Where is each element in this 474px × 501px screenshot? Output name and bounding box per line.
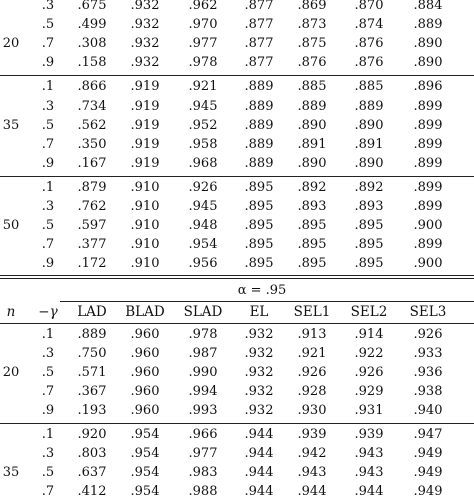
- sel1-cell: .921: [297, 345, 327, 361]
- slad-cell: .962: [188, 0, 218, 13]
- sel1-cell: .895: [297, 256, 327, 272]
- table-row: [0, 0, 474, 15]
- table-row: [0, 178, 474, 197]
- sel2-cell: .944: [354, 484, 384, 500]
- header-n: n: [6, 303, 16, 320]
- sel1-cell: .885: [297, 79, 327, 95]
- blad-cell: .919: [130, 98, 160, 114]
- blad-cell: .960: [130, 326, 160, 342]
- lad-cell: .889: [77, 326, 107, 342]
- sel2-cell: .895: [354, 256, 384, 272]
- lad-cell: .597: [77, 218, 107, 234]
- sel3-cell: .899: [413, 136, 443, 152]
- slad-cell: .926: [188, 179, 218, 195]
- blad-cell: .960: [130, 403, 160, 418]
- blad-cell: .919: [130, 136, 160, 152]
- sel3-cell: .900: [413, 218, 443, 234]
- alpha-underline: [60, 301, 474, 302]
- table-row: [0, 197, 474, 216]
- lad-cell: .499: [77, 17, 107, 33]
- sel2-cell: .926: [354, 364, 384, 380]
- slad-cell: .977: [188, 36, 218, 52]
- lad-cell: .637: [77, 465, 107, 481]
- table-row: [0, 34, 474, 53]
- table-row: [0, 77, 474, 96]
- table-row: [0, 135, 474, 154]
- gamma-cell: .1: [41, 326, 55, 342]
- gamma-cell: .7: [41, 136, 55, 152]
- slad-cell: .921: [188, 79, 218, 95]
- sel1-cell: .869: [297, 0, 327, 13]
- sel2-cell: .922: [354, 345, 384, 361]
- sel3-cell: .926: [413, 326, 443, 342]
- table-row: [0, 15, 474, 34]
- table-row: [0, 254, 474, 273]
- sel3-cell: .933: [413, 345, 443, 361]
- el-cell: .877: [244, 0, 274, 13]
- sel1-cell: .875: [297, 36, 327, 52]
- lad-cell: .920: [77, 427, 107, 443]
- lad-cell: .172: [77, 256, 107, 272]
- block-divider: [0, 423, 474, 424]
- sel3-cell: .884: [413, 0, 443, 13]
- table-row: [0, 444, 474, 463]
- lad-cell: .571: [77, 364, 107, 380]
- sel2-cell: .914: [354, 326, 384, 342]
- slad-cell: .966: [188, 427, 218, 443]
- sel3-cell: .949: [413, 446, 443, 462]
- slad-cell: .993: [188, 403, 218, 418]
- slad-cell: .978: [188, 55, 218, 71]
- blad-cell: .919: [130, 155, 160, 171]
- blad-cell: .932: [130, 55, 160, 71]
- el-cell: .877: [244, 17, 274, 33]
- gamma-cell: .1: [41, 79, 55, 95]
- lad-cell: .803: [77, 446, 107, 462]
- el-cell: .877: [244, 55, 274, 71]
- slad-cell: .952: [188, 117, 218, 133]
- lad-cell: .675: [77, 0, 107, 13]
- el-cell: .889: [244, 155, 274, 171]
- sel2-cell: .876: [354, 55, 384, 71]
- panel-divider-bottom: [0, 278, 474, 279]
- lad-cell: .734: [77, 98, 107, 114]
- gamma-cell: .9: [41, 403, 55, 418]
- sel2-cell: .874: [354, 17, 384, 33]
- el-cell: .889: [244, 79, 274, 95]
- sel3-cell: .940: [413, 403, 443, 418]
- lad-cell: .762: [77, 199, 107, 214]
- slad-cell: .945: [188, 98, 218, 114]
- el-cell: .895: [244, 218, 274, 234]
- blad-cell: .960: [130, 364, 160, 380]
- slad-cell: .970: [188, 17, 218, 33]
- el-cell: .895: [244, 179, 274, 195]
- sel1-cell: .942: [297, 446, 327, 462]
- gamma-cell: .9: [41, 155, 55, 171]
- table-row: [0, 482, 474, 501]
- sel3-cell: .936: [413, 364, 443, 380]
- sel1-cell: .892: [297, 179, 327, 195]
- el-cell: .932: [244, 364, 274, 380]
- slad-cell: .956: [188, 256, 218, 272]
- sel2-cell: .889: [354, 98, 384, 114]
- sel2-cell: .929: [354, 383, 384, 399]
- alpha-heading-row: [0, 281, 474, 300]
- sel3-cell: .890: [413, 55, 443, 71]
- sel2-cell: .939: [354, 427, 384, 443]
- sel1-cell: .895: [297, 237, 327, 253]
- slad-cell: .988: [188, 484, 218, 500]
- el-cell: .932: [244, 326, 274, 342]
- sel3-cell: .938: [413, 383, 443, 399]
- gamma-cell: .3: [41, 199, 55, 214]
- gamma-cell: .7: [41, 484, 55, 500]
- sample-size-cell: 20: [2, 364, 20, 380]
- slad-cell: .954: [188, 237, 218, 253]
- sel3-cell: .890: [413, 36, 443, 52]
- sel1-cell: .891: [297, 136, 327, 152]
- header-blad: BLAD: [125, 303, 165, 320]
- blad-cell: .954: [130, 446, 160, 462]
- sel1-cell: .928: [297, 383, 327, 399]
- gamma-cell: .7: [41, 383, 55, 399]
- blad-cell: .910: [130, 256, 160, 272]
- header-sel3: SEL3: [409, 303, 447, 320]
- header-rule: [0, 323, 474, 324]
- el-cell: .944: [244, 446, 274, 462]
- table-row: [0, 363, 474, 382]
- table-row: [0, 382, 474, 401]
- lad-cell: .562: [77, 117, 107, 133]
- lad-cell: .367: [77, 383, 107, 399]
- sel2-cell: .931: [354, 403, 384, 418]
- sel3-cell: .896: [413, 79, 443, 95]
- lad-cell: .350: [77, 136, 107, 152]
- gamma-cell: .3: [41, 0, 55, 13]
- sel2-cell: .895: [354, 237, 384, 253]
- gamma-cell: .5: [41, 17, 55, 33]
- el-cell: .944: [244, 465, 274, 481]
- gamma-cell: .7: [41, 36, 55, 52]
- block-divider: [0, 176, 474, 177]
- sel3-cell: .899: [413, 155, 443, 171]
- gamma-cell: .1: [41, 179, 55, 195]
- slad-cell: .994: [188, 383, 218, 399]
- sel1-cell: .913: [297, 326, 327, 342]
- blad-cell: .932: [130, 0, 160, 13]
- sel2-cell: .893: [354, 199, 384, 214]
- lad-cell: .167: [77, 155, 107, 171]
- table-row: [0, 97, 474, 116]
- sel2-cell: .943: [354, 465, 384, 481]
- sel1-cell: .926: [297, 364, 327, 380]
- table-row: [0, 425, 474, 444]
- table-row: [0, 401, 474, 420]
- sel2-cell: .895: [354, 218, 384, 234]
- sample-size-cell: 35: [2, 465, 20, 481]
- sel2-cell: .890: [354, 117, 384, 133]
- gamma-cell: .5: [41, 364, 55, 380]
- sel2-cell: .885: [354, 79, 384, 95]
- blad-cell: .919: [130, 117, 160, 133]
- table-row: [0, 216, 474, 235]
- sel1-cell: .893: [297, 199, 327, 214]
- sel1-cell: .890: [297, 117, 327, 133]
- sel2-cell: .943: [354, 446, 384, 462]
- sel2-cell: .891: [354, 136, 384, 152]
- header-sel2: SEL2: [350, 303, 388, 320]
- lad-cell: .193: [77, 403, 107, 418]
- slad-cell: .978: [188, 326, 218, 342]
- table-row: [0, 325, 474, 344]
- sel1-cell: .944: [297, 484, 327, 500]
- sel2-cell: .890: [354, 155, 384, 171]
- sel3-cell: .899: [413, 98, 443, 114]
- sel3-cell: .947: [413, 427, 443, 443]
- sel1-cell: .895: [297, 218, 327, 234]
- gamma-cell: .3: [41, 446, 55, 462]
- el-cell: .932: [244, 345, 274, 361]
- lad-cell: .866: [77, 79, 107, 95]
- lad-cell: .412: [77, 484, 107, 500]
- blad-cell: .954: [130, 427, 160, 443]
- sel3-cell: .899: [413, 179, 443, 195]
- lad-cell: .879: [77, 179, 107, 195]
- blad-cell: .919: [130, 79, 160, 95]
- blad-cell: .910: [130, 218, 160, 234]
- gamma-cell: .9: [41, 55, 55, 71]
- sel3-cell: .899: [413, 117, 443, 133]
- slad-cell: .977: [188, 446, 218, 462]
- table-row: [0, 463, 474, 482]
- header-sel1: SEL1: [293, 303, 331, 320]
- gamma-cell: .3: [41, 345, 55, 361]
- gamma-cell: .7: [41, 237, 55, 253]
- sel1-cell: .943: [297, 465, 327, 481]
- slad-cell: .958: [188, 136, 218, 152]
- el-cell: .944: [244, 484, 274, 500]
- sample-size-cell: 20: [2, 36, 20, 52]
- table-row: [0, 235, 474, 254]
- table-row: [0, 154, 474, 173]
- lad-cell: .308: [77, 36, 107, 52]
- sel1-cell: .889: [297, 98, 327, 114]
- gamma-cell: .1: [41, 427, 55, 443]
- slad-cell: .987: [188, 345, 218, 361]
- sel1-cell: .873: [297, 17, 327, 33]
- el-cell: .889: [244, 136, 274, 152]
- el-cell: .877: [244, 36, 274, 52]
- header-el: EL: [249, 303, 269, 320]
- sel3-cell: .949: [413, 484, 443, 500]
- slad-cell: .948: [188, 218, 218, 234]
- blad-cell: .932: [130, 36, 160, 52]
- lad-cell: .377: [77, 237, 107, 253]
- gamma-cell: .5: [41, 218, 55, 234]
- column-header-row: [0, 303, 474, 322]
- header-slad: SLAD: [183, 303, 223, 320]
- slad-cell: .945: [188, 199, 218, 214]
- el-cell: .895: [244, 237, 274, 253]
- header-lad: LAD: [77, 303, 107, 320]
- sel2-cell: .876: [354, 36, 384, 52]
- table-row: [0, 53, 474, 72]
- header-gamma: −γ: [38, 303, 58, 320]
- sample-size-cell: 35: [2, 117, 20, 133]
- el-cell: .932: [244, 383, 274, 399]
- slad-cell: .983: [188, 465, 218, 481]
- sel3-cell: .900: [413, 256, 443, 272]
- el-cell: .944: [244, 427, 274, 443]
- sel2-cell: .892: [354, 179, 384, 195]
- gamma-cell: .9: [41, 256, 55, 272]
- blad-cell: .960: [130, 345, 160, 361]
- sample-size-cell: 50: [2, 218, 20, 234]
- blad-cell: .910: [130, 179, 160, 195]
- blad-cell: .954: [130, 465, 160, 481]
- gamma-cell: .3: [41, 98, 55, 114]
- lad-cell: .750: [77, 345, 107, 361]
- blad-cell: .954: [130, 484, 160, 500]
- el-cell: .932: [244, 403, 274, 418]
- el-cell: .895: [244, 256, 274, 272]
- gamma-cell: .5: [41, 117, 55, 133]
- blad-cell: .960: [130, 383, 160, 399]
- el-cell: .895: [244, 199, 274, 214]
- sel1-cell: .939: [297, 427, 327, 443]
- sel1-cell: .890: [297, 155, 327, 171]
- slad-cell: .968: [188, 155, 218, 171]
- sel2-cell: .870: [354, 0, 384, 13]
- el-cell: .889: [244, 98, 274, 114]
- blad-cell: .910: [130, 199, 160, 214]
- el-cell: .889: [244, 117, 274, 133]
- panel-divider-top: [0, 275, 474, 276]
- table-row: [0, 344, 474, 363]
- alpha-heading: α = .95: [237, 283, 287, 299]
- sel1-cell: .930: [297, 403, 327, 418]
- lad-cell: .158: [77, 55, 107, 71]
- blad-cell: .910: [130, 237, 160, 253]
- table-row: [0, 116, 474, 135]
- sel3-cell: .889: [413, 17, 443, 33]
- sel1-cell: .876: [297, 55, 327, 71]
- gamma-cell: .5: [41, 465, 55, 481]
- blad-cell: .932: [130, 17, 160, 33]
- sel3-cell: .949: [413, 465, 443, 481]
- sel3-cell: .899: [413, 237, 443, 253]
- slad-cell: .990: [188, 364, 218, 380]
- block-divider: [0, 75, 474, 76]
- sel3-cell: .899: [413, 199, 443, 214]
